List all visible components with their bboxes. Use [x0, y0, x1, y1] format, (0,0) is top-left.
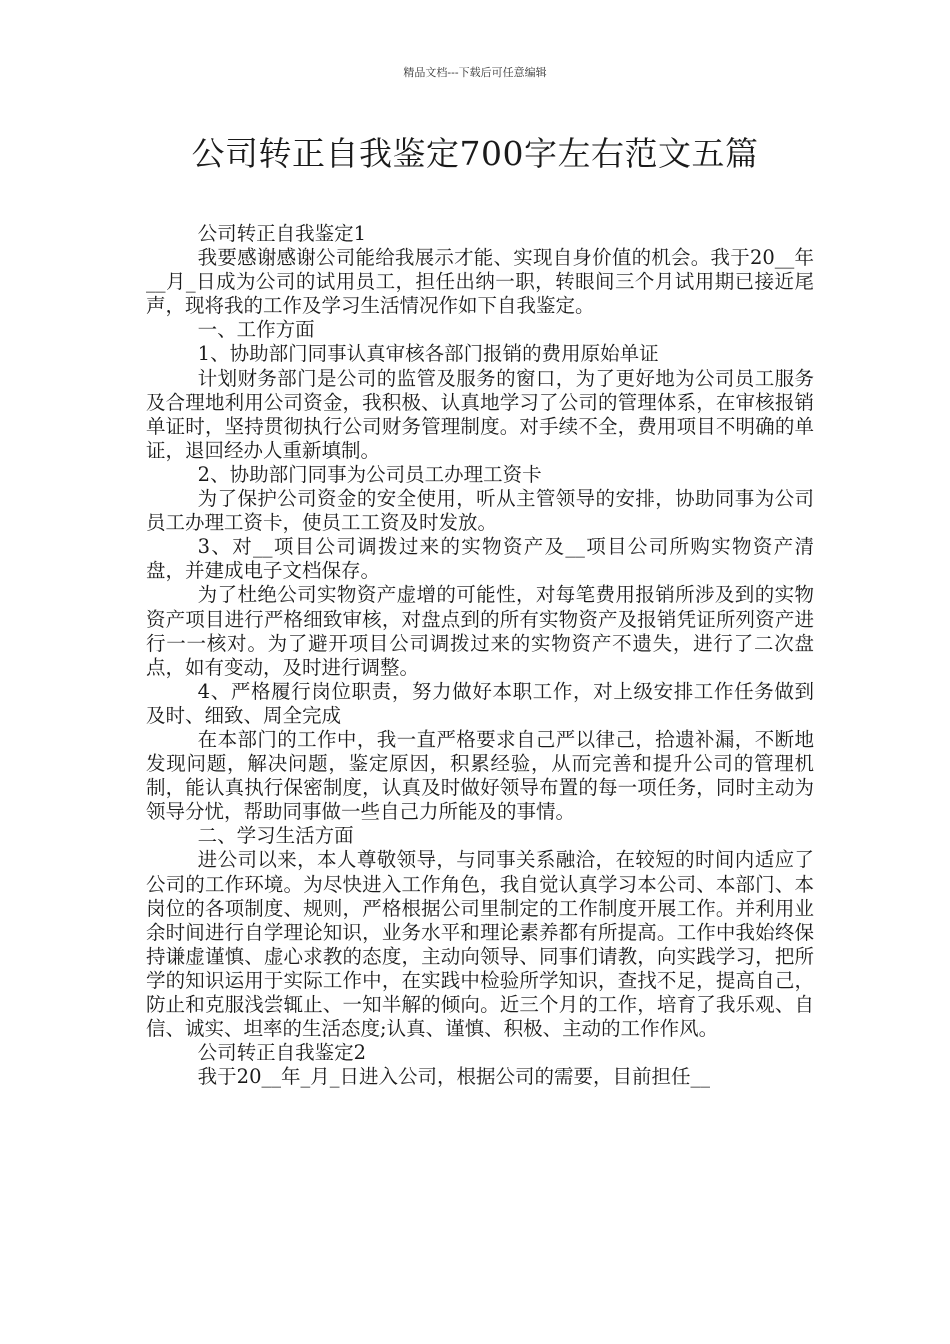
body-paragraph: 为了保护公司资金的安全使用，听从主管领导的安排，协助同事为公司员工办理工资卡，使员工工资及时发放。	[146, 487, 814, 535]
body-paragraph: 我于20__年_月_日进入公司，根据公司的需要，目前担任__	[197, 1065, 710, 1089]
document-body	[146, 222, 814, 1089]
body-paragraph: 进公司以来，本人尊敬领导，与同事关系融洽，在较短的时间内适应了公司的工作环境。为尽快进入工作角色，我自觉认真学习本公司、本部门、本岗位的各项制度、规则，严格根据公司里制定的工作制度开展工作。并利用业余时间进行自学理论知识，业务水平和理论素养都有所提高。工作中我始终保持谦虚谨慎、虚心求教的态度，主动向领导、同事们请教，向实践学习，把所学的知识运用于实际工作中，在实践中检验所学知识，查找不足，提高自己，防止和克服浅尝辄止、一知半解的倾向。近三个月的工作，培育了我乐观、自信、诚实、坦率的生活态度;认真、谨慎、积极、主动的工作作风。	[146, 848, 814, 1041]
heading-work: 一、工作方面	[197, 318, 315, 342]
intro-paragraph: 我要感谢感谢公司能给我展示才能、实现自身价值的机会。我于20__年__月_日成为公司的试用员工，担任出纳一职，转眼间三个月试用期已接近尾声，现将我的工作及学习生活情况作如下自我鉴定。	[146, 246, 814, 318]
subheading-4: 4、严格履行岗位职责，努力做好本职工作，对上级安排工作任务做到及时、细致、周全完成	[146, 679, 814, 727]
body-paragraph: 在本部门的工作中，我一直严格要求自己严以律己，拾遗补漏，不断地发现问题，解决问题，鉴定原因，积累经验，从而完善和提升公司的管理机制，能认真执行保密制度，认真及时做好领导布置的每一项任务，同时主动为领导分忧，帮助同事做一些自己力所能及的事情。	[146, 727, 814, 824]
subheading-3: 3、对__项目公司调拨过来的实物资产及__项目公司所购实物资产清盘，并建成电子文档保存。	[146, 535, 814, 583]
subheading-1: 1、协助部门同事认真审核各部门报销的费用原始单证	[197, 342, 659, 366]
document-title: 公司转正自我鉴定700字左右范文五篇	[191, 134, 759, 173]
section-heading-2: 公司转正自我鉴定2	[197, 1041, 367, 1065]
heading-study: 二、学习生活方面	[197, 824, 354, 848]
body-paragraph: 计划财务部门是公司的监管及服务的窗口，为了更好地为公司员工服务及合理地利用公司资金，我积极、认真地学习了公司的管理体系，在审核报销单证时，坚持贯彻执行公司财务管理制度。对手续不全，费用项目不明确的单证，退回经办人重新填制。	[146, 366, 814, 462]
body-paragraph: 为了杜绝公司实物资产虚增的可能性，对每笔费用报销所涉及到的实物资产项目进行严格细致审核，对盘点到的所有实物资产及报销凭证所列资产进行一一核对。为了避开项目公司调拨过来的实物资产不遗失，进行了二次盘点，如有变动，及时进行调整。	[146, 583, 814, 679]
header-note: 精品文档---下载后可任意编辑	[403, 66, 547, 79]
subheading-2: 2、协助部门同事为公司员工办理工资卡	[197, 462, 542, 486]
section-heading-1: 公司转正自我鉴定1	[197, 222, 367, 245]
